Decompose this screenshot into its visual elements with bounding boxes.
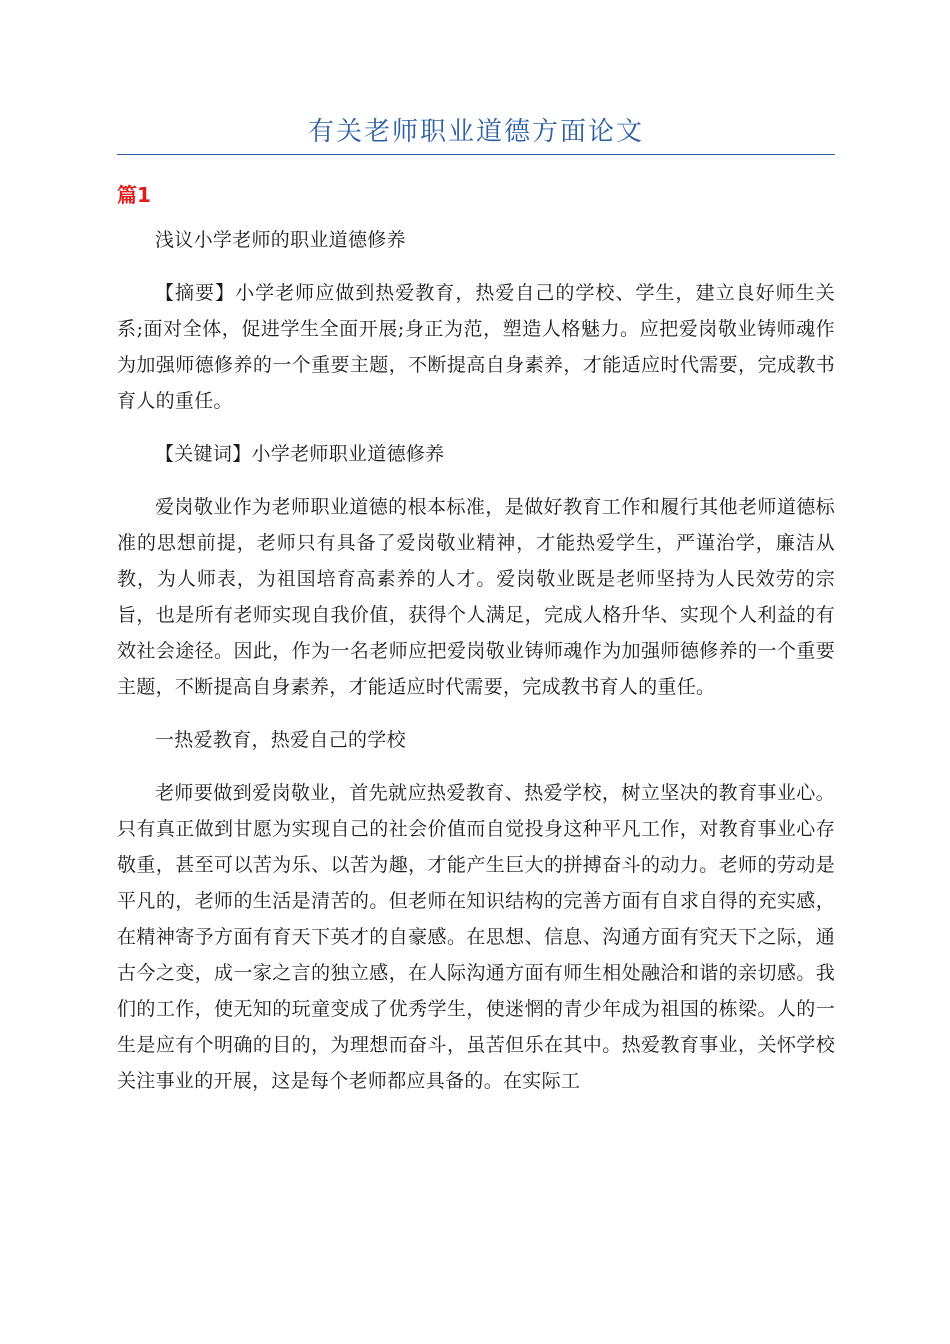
paragraph-keywords: 【关键词】小学老师职业道德修养: [155, 443, 445, 465]
paragraph-intro: 爱岗敬业作为老师职业道德的根本标准，是做好教育工作和履行其他老师道德标准的思想前提，老师只有具备了爱岗敬业精神，才能热爱学生，严谨治学，廉洁从教，为人师表，为祖国培育高素养的人才。爱岗敬业既是老师坚持为人民效劳的宗旨，也是所有老师实现自我价值，获得个人满足，完成人格升华、实现个人利益的有效社会途径。因此，作为一名老师应把爱岗敬业铸师魂作为加强师德修养的一个重要主题，不断提高自身素养，才能适应时代需要，完成教书育人的重任。: [117, 496, 835, 698]
paragraph-abstract: 【摘要】小学老师应做到热爱教育，热爱自己的学校、学生，建立良好师生关系;面对全体，促进学生全面开展;身正为范，塑造人格魅力。应把爱岗敬业铸师魂作为加强师德修养的一个重要主题，不断提高自身素养，才能适应时代需要，完成教书育人的重任。: [117, 282, 835, 412]
document-body: [117, 222, 835, 1116]
paragraph-body-one: 老师要做到爱岗敬业，首先就应热爱教育、热爱学校，树立坚决的教育事业心。只有真正做到甘愿为实现自己的社会价值而自觉投身这种平凡工作，对教育事业心存敬重，甚至可以苦为乐、以苦为趣，才能产生巨大的拼搏奋斗的动力。老师的劳动是平凡的，老师的生活是清苦的。但老师在知识结构的完善方面有自求自得的充实感，在精神寄予方面有育天下英才的自豪感。在思想、信息、沟通方面有究天下之际，通古今之变，成一家之言的独立感，在人际沟通方面有师生相处融洽和谐的亲切感。我们的工作，使无知的玩童变成了优秀学生，使迷惘的青少年成为祖国的栋梁。人的一生是应有个明确的目的，为理想而奋斗，虽苦但乐在其中。热爱教育事业，关怀学校关注事业的开展，这是每个老师都应具备的。在实际工: [117, 782, 835, 1092]
title-underline: [117, 154, 835, 155]
document-title: 有关老师职业道德方面论文: [307, 117, 644, 147]
section-label: 篇1: [117, 183, 151, 207]
paragraph-subtitle: 浅议小学老师的职业道德修养: [155, 229, 406, 251]
paragraph-heading-one: 一热爱教育，热爱自己的学校: [155, 729, 406, 751]
